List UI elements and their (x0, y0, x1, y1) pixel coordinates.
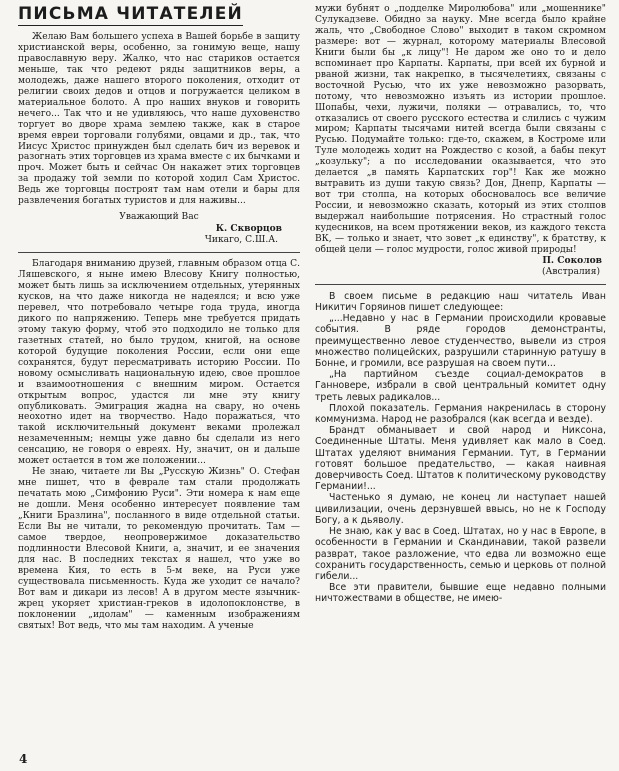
letter-2-paragraph-1: Благодаря вниманию друзей, главным образом отца С. Ляшевского, я ныне имею Влесову Книгу полностью, может быть лишь за исключением отдельных, утерянных кусков, на что даже никогда не надеялся; и всю уже перевел, что потребовало четыре года труда, иногда дикого по напряжению. Теперь мне требуется придать этому такую форму, чтоб это подходило не только для газетных статей, но было трудом, книгой, на основе которой будущие поколения России, если они еще сохранятся, будут пересматривать историю России. По новому осмысливать национальную идею, свое прошлое и взаимоотношения с внешним миром. Остается открытым вопрос, удастся ли мне эту книгу опубликовать. Эмиграция жадна на свару, но очень неохотно идет на творчество. Надо поражаться, что такой исключительный документ веками пролежал незамеченным; немцы уже давно бы сделали из него сенсацию, не говоря о евреях. Ну, значит, он и дальше может остается в том же положении... (18, 259, 300, 467)
letter-3 (315, 291, 606, 605)
letter-3-quote-2: „На партийном съезде социал-демократов в Ганновере, избрали в свой центральный комитет одну треть левых радикалов... (315, 369, 606, 403)
letter-3-paragraph-5: Частенько я думаю, не конец ли наступает нашей цивилизации, очень дерзнувшей ввысь, но не к Господу Богу, а к дьяволу. (315, 492, 606, 526)
letter-2-continuation: мужи бубнят о „подделке Миролюбова" или „мошеннике" Сулукадзеве. Обидно за науку. Мне всегда было крайне жаль, что „Свободное Слово" выходит в таком скромном размере: вот — журнал, которому материалы Влесовой Книги были бы „к лицу"! Не даром же оно то и дело вспоминает про Карпаты. Карпаты, при всей их бурной и рваной жизни, так накрепко, в тысячелетиях, связаны с восточной Русью, что их уже невозможно разорвать, потому, что невозможно изъять из истории прошлое. Шопабы, чехи, лужичи, поляки — отравались, то, что отказались от своего русского естества и слились с чужим миром; Карпаты тысячами нитей всегда были связаны с Русью. Подумайте только: где-то, скажем, в Костроме или Туле молодежь ходит на Рождество с козой, а бабы пекут „козульку"; а по исследовании оказывается, что это делается „в память Карпатских гор"! Как же можно вытравить из души такую связь? Дон, Днепр, Карпаты — вот три столпа, на которых обосновалось все величие России, и невозможно сказать, который из этих столпов выдержал наибольшие потрясения. Но страстный голос кудесников, на всем протяжении веков, из каждого текста ВК, — только и знает, что зовет „к единству", к братству, к общей цели — голос мудрости, голос живой природы! (315, 4, 606, 255)
letter-2-place: (Австралия) (541, 266, 600, 277)
letter-1-place: Чикаго, С.Ш.А. (204, 235, 278, 246)
left-column (18, 4, 300, 632)
letter-1-signature: К. Скворцов (215, 223, 282, 235)
section-heading: ПИСЬМА ЧИТАТЕЛЕЙ (18, 4, 243, 24)
letter-2-paragraph-2: Не знаю, читаете ли Вы „Русскую Жизнь" О. Стефан мне пишет, что в феврале там стали продолжать печатать мою „Симфонию Руси". Эти номера к нам еще не дошли. Меня особенно интересует появление там „Книги Бразлина", посланного в виде отдельной статьи. Если Вы не читали, то рекомендую прочитать. Там — самое твердое, неопровержимое доказательство подлинности Влесовой Книги, а, значит, и ее значения для нас. В последних текстах я нашел, что уже во времена Кия, то есть в 5-м веке, на Руси уже существовала письменность. Куда же уходит се начало? Вот вам и дикари из лесов! А в другом месте язычник-жрец укоряет христиан-греков в идолопоклонстве, в поклонении „идолам" — каменным изображениям святых! Вот ведь, что мы там находим. А ученые (18, 467, 300, 631)
letter-2-signature: П. Соколов (542, 254, 602, 266)
letter-3-paragraph-4: Брандт обманывает и свой народ и Никсона, Соединенные Штаты. Меня удивляет как мало в Соед. Штатах уделяют внимания Германии. Тут, в Германии готовят большое предательство, — какая наивная доверчивость Соед. Штатов к политическому руководству Германии!... (315, 425, 606, 493)
right-column (315, 4, 606, 605)
letter-3-intro: В своем письме в редакцию наш читатель Иван Никитич Горяинов пишет следующее: (315, 290, 606, 314)
letter-3-quote-1: „...Недавно у нас в Германии происходили кровавые события. В ряде городов демонстранты, преимущественно левое студенчество, вывели из строя множество полицейских, разрушили старинную ратушу в Бонне, и громили, все разрушая на своем пути... (315, 313, 606, 370)
page-number: 4 (19, 752, 28, 766)
letter-3-paragraph-7: Все эти правители, бывшие еще недавно полными ничтожествами в обществе, не имею- (315, 582, 606, 605)
letter-divider (315, 284, 606, 285)
letter-1-body: Желаю Вам большего успеха в Вашей борьбе в защиту христианской веры, особенно, за гонимую веще, нашу православную веру. Жалко, что нас стариков остается меньше, так что редеют ряды защитников веры, а молодежь, даже нашего второго поколения, отходит от религии своих дедов и отцов и погружается целиком в материальное болото. А про наших внуков и говорить нечего... Так что и не удивляюсь, что наше духовенство торгует во дворе храма землею также, как в старое время евреи торговали голубями, овцами и др., так, что Иисус Христос принужден был сделать бич из веревок и разогнать этих торговцев из храма вместе с их бычками и проч. Может быть и сейчас Он накажет этих торговцев за продажу той земли по которой ходил Сам Христос. Ведь же торговцы построят там нам отели и бары для развлечения богатых туристов и для наживы... (18, 32, 300, 207)
letter-divider (18, 252, 300, 253)
letter-1-closing: Уважающий Вас (119, 212, 199, 223)
letter-3-paragraph-6: Не знаю, как у вас в Соед. Штатах, но у нас в Европе, в особенности в Германии и Скандинавии, такой развели разврат, такое разложение, что едва ли возможно еще сохранить государственность, семью и церковь от полной гибели... (315, 526, 606, 582)
letter-3-paragraph-3: Плохой показатель. Германия накренилась в сторону коммунизма. Народ не разобрался (как всегда и везде). (315, 402, 606, 426)
